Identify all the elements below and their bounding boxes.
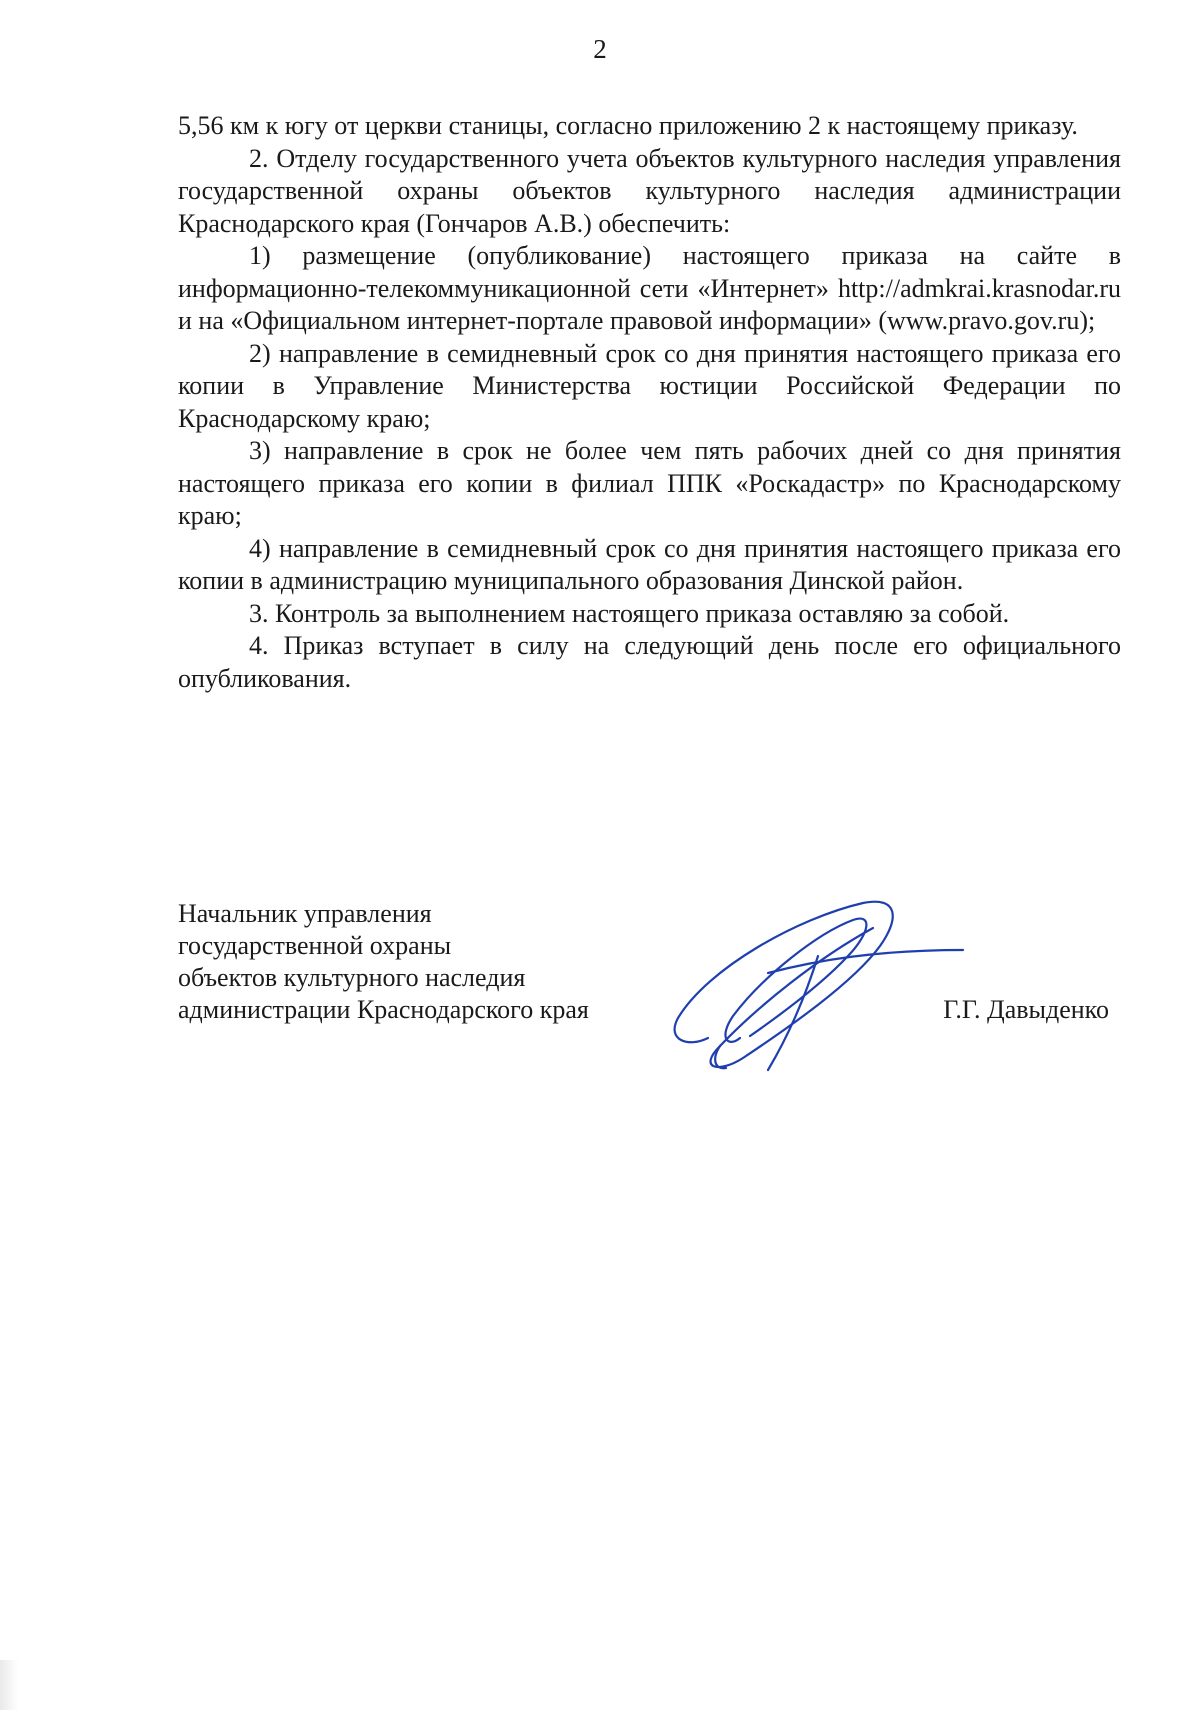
signer-position-line: Начальник управления: [178, 899, 432, 928]
handwritten-signature: [648, 898, 968, 1078]
paragraph-subitem-4: 4) направление в семидневный срок со дня принятия настоящего приказа его копии в администрацию муниципального образования Динской район.: [178, 533, 1121, 595]
document-body: [178, 110, 1121, 695]
scan-edge-shadow: [0, 1660, 18, 1710]
page-number: 2: [593, 34, 607, 64]
signer-name: Г.Г. Давыденко: [943, 995, 1109, 1024]
paragraph-item-2: 2. Отделу государственного учета объектов культурного наследия управления государственной охраны объектов культурного наследия администрации Краснодарского края (Гончаров А.В.) обеспечить:: [178, 143, 1121, 238]
signature-block: [178, 898, 1121, 1078]
paragraph-item-4: 4. Приказ вступает в силу на следующий день после его официального опубликования.: [178, 631, 1121, 693]
paragraph-subitem-2: 2) направление в семидневный срок со дня принятия настоящего приказа его копии в Управление Министерства юстиции Российской Федерации по Краснодарскому краю;: [178, 338, 1121, 433]
paragraph-subitem-1: 1) размещение (опубликование) настоящего приказа на сайте в информационно-телекоммуникационной сети «Интернет» http://admkrai.krasnodar.ru и на «Официальном интернет-портале правовой информации» (www.pravo.gov.ru);: [178, 241, 1121, 335]
paragraph-item-3: 3. Контроль за выполнением настоящего приказа оставляю за собой.: [249, 598, 1010, 628]
signer-position-line: объектов культурного наследия: [178, 963, 526, 992]
signer-position-line: государственной охраны: [178, 931, 452, 960]
paragraph-subitem-3: 3) направление в срок не более чем пять рабочих дней со дня принятия настоящего приказа его копии в филиал ППК «Роскадастр» по Краснодарскому краю;: [178, 436, 1121, 530]
signature-strokes: [675, 902, 963, 1070]
paragraph-continuation: 5,56 км к югу от церкви станицы, согласно приложению 2 к настоящему приказу.: [178, 111, 1078, 140]
signer-position: [178, 898, 589, 1026]
signer-position-line: администрации Краснодарского края: [178, 995, 589, 1024]
